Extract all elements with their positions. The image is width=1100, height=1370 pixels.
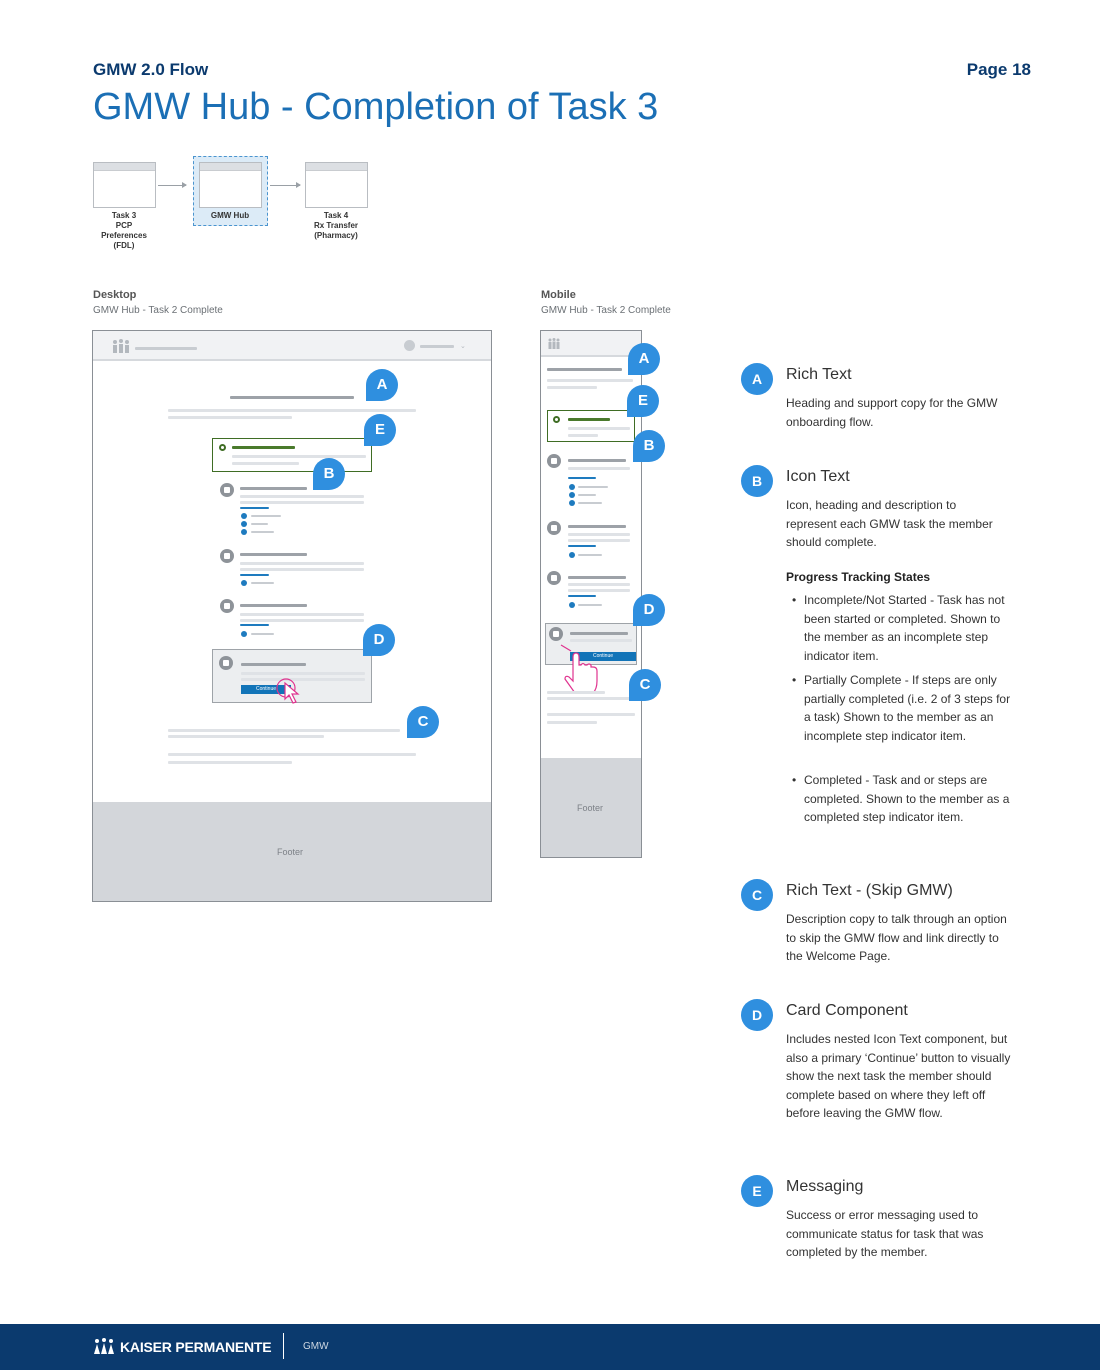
marker-a: A <box>366 369 398 401</box>
task-status-icon <box>547 521 561 535</box>
pointer-cursor-icon <box>273 675 307 711</box>
task-status-icon <box>220 599 234 613</box>
document-kicker: GMW 2.0 Flow <box>93 60 209 79</box>
wireframe-header <box>93 331 491 361</box>
flow-step-label: Task 4 Rx Transfer (Pharmacy) <box>313 211 359 240</box>
brand-footer-bar <box>0 1324 1100 1370</box>
hand-pointer-icon <box>559 637 603 697</box>
desktop-subheading: GMW Hub - Task 2 Complete <box>93 305 223 316</box>
product-name: GMW <box>303 1341 329 1352</box>
chevron-down-icon: ⌄ <box>460 343 466 350</box>
annotation-body-d: Includes nested Icon Text component, but also a primary ‘Continue’ button to visually show the next task the member should complete based on where they left off before leaving the GMW flow. <box>786 1032 1011 1121</box>
bullet-item: • Incomplete/Not Started - Task has not been started or completed. Shown to the member as an incomplete step indicator item. <box>804 591 1014 665</box>
marker-c: C <box>407 706 439 738</box>
page-title: GMW Hub - Completion of Task 3 <box>93 86 659 128</box>
check-icon <box>569 500 575 506</box>
continue-button[interactable]: Continue <box>570 652 636 661</box>
avatar <box>404 340 415 351</box>
check-icon <box>569 552 575 558</box>
annotation-title-c: Rich Text - (Skip GMW) <box>786 882 953 899</box>
check-icon <box>569 492 575 498</box>
kp-logo-icon <box>93 1338 115 1354</box>
kp-logo-icon <box>111 339 131 353</box>
annotation-badge-a: A <box>741 363 773 395</box>
divider <box>283 1333 284 1359</box>
marker-b: B <box>313 458 345 490</box>
messaging-component <box>547 410 635 442</box>
page-number: Page 18 <box>966 60 1031 79</box>
marker-a: A <box>628 343 660 375</box>
flow-step-task3-thumbnail <box>93 162 156 208</box>
check-icon <box>569 484 575 490</box>
flow-arrow-icon <box>158 185 186 186</box>
bullet-item: • Partially Complete - If steps are only partially completed (i.e. 2 of 3 steps for a task) Shown to the member as an incomplete step indicator item. <box>804 671 1014 745</box>
marker-d: D <box>633 594 665 626</box>
annotation-title-b: Icon Text <box>786 468 850 485</box>
annotation-badge-d: D <box>741 999 773 1031</box>
annotation-title-a: Rich Text <box>786 366 852 383</box>
wireframe-header <box>541 331 641 357</box>
footer-label: Footer <box>577 803 604 813</box>
marker-d: D <box>363 624 395 656</box>
mobile-subheading: GMW Hub - Task 2 Complete <box>541 305 671 316</box>
flow-step-hub-thumbnail <box>199 162 262 208</box>
marker-e: E <box>627 385 659 417</box>
task-status-icon <box>547 571 561 585</box>
desktop-heading: Desktop <box>93 289 137 301</box>
annotation-body-a: Heading and support copy for the GMW onboarding flow. <box>786 396 998 429</box>
check-icon <box>241 580 247 586</box>
annotation-badge-c: C <box>741 879 773 911</box>
messaging-component <box>212 438 372 472</box>
footer-label: Footer <box>277 847 304 857</box>
flow-step-label: GMW Hub <box>210 211 250 220</box>
task-status-icon <box>220 549 234 563</box>
annotation-title-d: Card Component <box>786 1002 908 1019</box>
bullet-item: • Completed - Task and or steps are completed. Shown to the member as a completed step indicator item. <box>804 771 1014 827</box>
annotation-body-e: Success or error messaging used to communicate status for task that was completed by the member. <box>786 1208 984 1260</box>
progress-tracking-heading: Progress Tracking States <box>786 570 931 584</box>
brand-name: KAISER PERMANENTE <box>120 1339 272 1355</box>
kp-logo-icon <box>547 338 561 349</box>
task-status-icon <box>219 656 233 670</box>
marker-b: B <box>633 430 665 462</box>
annotation-badge-b: B <box>741 465 773 497</box>
desktop-wireframe <box>92 330 492 902</box>
mobile-heading: Mobile <box>541 289 576 301</box>
check-icon <box>569 602 575 608</box>
task-status-icon <box>220 483 234 497</box>
flow-step-label: Task 3 PCP Preferences (FDL) <box>101 211 147 250</box>
check-icon <box>241 529 247 535</box>
marker-e: E <box>364 414 396 446</box>
continue-button[interactable]: Continue <box>241 685 291 694</box>
annotation-body-b: Icon, heading and description to represent each GMW task the member should complete. <box>786 498 993 550</box>
annotation-body-c: Description copy to talk through an option to skip the GMW flow and link directly to the Welcome Page. <box>786 912 1007 964</box>
annotation-title-e: Messaging <box>786 1178 864 1195</box>
task-status-icon <box>547 454 561 468</box>
check-icon <box>241 521 247 527</box>
flow-step-task4-thumbnail <box>305 162 368 208</box>
annotation-badge-e: E <box>741 1175 773 1207</box>
check-icon <box>241 513 247 519</box>
check-icon <box>241 631 247 637</box>
flow-arrow-icon <box>270 185 300 186</box>
marker-c: C <box>629 669 661 701</box>
